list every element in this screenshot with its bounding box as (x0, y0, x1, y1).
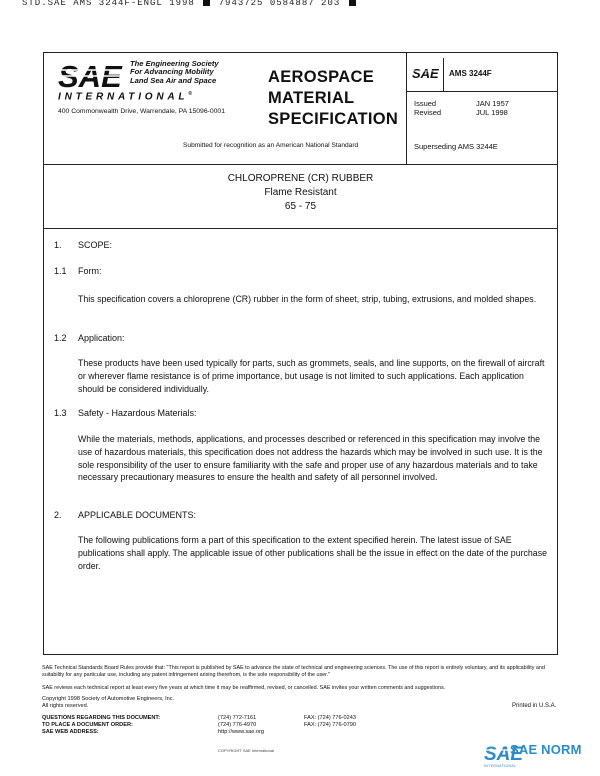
section-label: Application: (78, 333, 125, 343)
society-line: For Advancing Mobility (130, 67, 214, 77)
superseding: Superseding AMS 3244E (414, 142, 498, 151)
title-hardness: 65 - 75 (284, 201, 317, 212)
revised-label: Revised (414, 108, 442, 117)
title-separator (43, 228, 558, 229)
copyright-line: Copyright 1998 Society of Automotive Engineers, Inc. (42, 696, 175, 702)
title-line: MATERIAL (268, 89, 355, 107)
section-heading (54, 510, 196, 520)
title-sub: Flame Resistant (264, 187, 337, 198)
section-label: APPLICABLE DOCUMENTS: (78, 510, 197, 520)
brand-sub: INTERNATIONAL (484, 764, 517, 768)
society-line: The Engineering Society (130, 59, 219, 68)
scan-header (22, 0, 358, 8)
ansi-note: Submitted for recognition as an American National Standard (183, 142, 359, 149)
scan-header-text: STD.SAE AMS 3244F-ENGL 1998 (22, 0, 195, 8)
contact-phone: (724) 776-4970 (218, 722, 257, 728)
web-address-link[interactable]: http://www.sae.org (218, 729, 265, 735)
printed-in: Printed in U.S.A. (512, 703, 557, 709)
section-label: SCOPE: (78, 240, 113, 250)
address: 400 Commonwealth Drive, Warrendale, PA 15096-0001 (58, 108, 225, 115)
contact-label: SAE WEB ADDRESS: (42, 729, 99, 735)
society-text (130, 60, 219, 85)
section-number: 2. (54, 510, 62, 520)
revised-value: JUL 1998 (476, 108, 508, 117)
sae-norm-logo-text: SAE (484, 744, 524, 765)
sae-small-logo (412, 66, 440, 80)
contact-label: TO PLACE A DOCUMENT ORDER: (42, 722, 133, 728)
section-number: 1. (54, 240, 62, 250)
section-number: 1.3 (54, 408, 67, 418)
section-heading (54, 266, 102, 276)
title-line: SPECIFICATION (268, 110, 399, 128)
scan-block (349, 0, 356, 6)
footer-rules: SAE Technical Standards Board Rules provide that: "This report is published by SAE to advance the state of technical and engineering sciences. The use of this report is entirely voluntary, and its applicability and suitability for any particular use, including any patent infringement arising therefrom, is the sole responsibility of the user." (42, 665, 545, 678)
issued-value: JAN 1957 (476, 99, 509, 108)
copyright-watermark: COPYRIGHT SAE International (218, 748, 274, 753)
issued-label: Issued (414, 99, 437, 108)
footer-copyright (42, 696, 174, 710)
sae-norm-logo-icon (484, 742, 524, 765)
section-paragraph: While the materials, methods, applications, and processes described or referenced in this specification may involve the use of hazardous materials, this specification does not address the hazards which may be involved in such use. It is the sole responsibility of the user to ensure familiarity with the safe and proper use of any hazardous materials and to take necessary precautionary measures to ensure the health and safety of all personnel involved. (78, 434, 543, 483)
logo-divider (443, 58, 444, 91)
doc-number: AMS 3244F (449, 69, 492, 78)
rights-line: All rights reserved. (42, 703, 89, 709)
registered-mark: ® (188, 91, 193, 97)
contact-label: QUESTIONS REGARDING THIS DOCUMENT: (42, 715, 161, 721)
title-main: CHLOROPRENE (CR) RUBBER (227, 173, 374, 184)
title-line: AEROSPACE (268, 68, 374, 86)
section-label: Safety - Hazardous Materials: (78, 408, 197, 418)
international-label: INTERNATIONAL (58, 91, 189, 103)
section-paragraph: This specification covers a chloroprene (CR) rubber in the form of sheet, strip, tubing, extrusions, and molded shapes. (78, 294, 537, 304)
brand-name: SAE NORM (510, 742, 582, 757)
scan-header-code: 7943725 0584887 203 (218, 0, 341, 8)
international-text (58, 91, 192, 102)
sae-logo-text: SAE (58, 59, 122, 94)
section-heading (54, 333, 125, 343)
header-right-divider (406, 91, 558, 92)
header-divider (406, 52, 407, 165)
section-number: 1.2 (54, 333, 67, 343)
footer-review: SAE reviews each technical report at least every five years at which time it may be reaffirmed, revised, or cancelled. SAE invites your written comments and suggestions. (42, 685, 446, 691)
spec-type-title (268, 67, 398, 130)
contact-phone: (724) 772-7161 (218, 715, 257, 721)
section-label: Form: (78, 266, 102, 276)
society-line: Land Sea Air and Space (130, 75, 217, 85)
contact-fax: FAX: (724) 776-0790 (304, 722, 356, 728)
sae-small-logo-text: SAE (412, 66, 439, 81)
section-heading (54, 240, 112, 250)
document-title (43, 172, 558, 214)
section-heading (54, 408, 197, 418)
section-number: 1.1 (54, 266, 67, 276)
section-paragraph: The following publications form a part of this specification to the extent specified herein. The latest issue of SAE publications shall apply. The applicable issue of other publications shall be the issue in effect on the date of the purchase order. (78, 535, 547, 571)
scan-block (203, 0, 210, 6)
contact-fax: FAX: (724) 776-0243 (304, 715, 356, 721)
sae-logo (58, 60, 128, 92)
section-paragraph: These products have been used typically for parts, such as grommets, seals, and line supports, on the firewall of aircraft or wherever flame resistance is of prime importance, but usage is not limited to such applications. Each application should be considered individually. (78, 358, 545, 394)
